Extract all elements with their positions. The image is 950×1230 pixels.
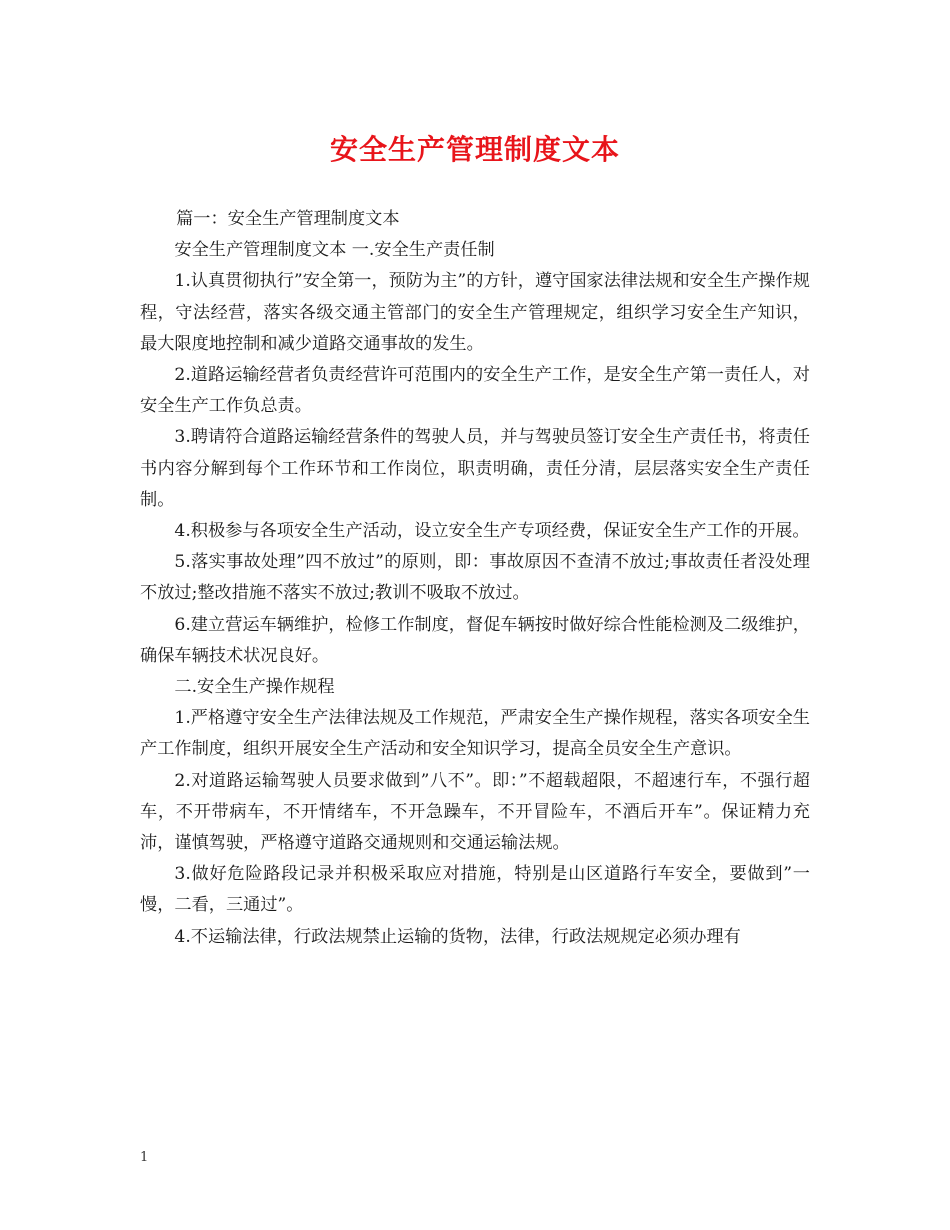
paragraph: 3.做好危险路段记录并积极采取应对措施，特别是山区道路行车安全，要做到”一慢，二看，三通过”。 [140,864,810,916]
paragraph: 5.落实事故处理”四不放过”的原则，即：事故原因不查清不放过;事故责任者没处理不放过;整改措施不落实不放过;教训不吸取不放过。 [140,552,810,604]
paragraph-section-heading: 篇一：安全生产管理制度文本 [176,209,400,229]
paragraph: 4.积极参与各项安全生产活动，设立安全生产专项经费，保证安全生产工作的开展。 [174,521,810,542]
paragraph-subheading: 安全生产管理制度文本 一.安全生产责任制 [174,240,495,261]
document-title: 安全生产管理制度文本 [329,133,620,166]
paragraph: 1.严格遵守安全生产法律法规及工作规范，严肃安全生产操作规程，落实各项安全生产工作制度，组织开展安全生产活动和安全知识学习，提高全员安全生产意识。 [140,708,810,760]
paragraph: 1.认真贯彻执行”安全第一，预防为主”的方针，遵守国家法律法规和安全生产操作规程，守法经营，落实各级交通主管部门的安全生产管理规定，组织学习安全生产知识，最大限度地控制和减少道路交通事故的发生。 [140,271,810,354]
paragraph: 2.对道路运输驾驶人员要求做到”八不”。即：”不超载超限，不超速行车，不强行超车，不开带病车，不开情绪车，不开急躁车，不开冒险车，不酒后开车”。保证精力充沛，谨慎驾驶，严格遵守道路交通规则和交通运输法规。 [140,770,810,854]
paragraph: 3.聘请符合道路运输经营条件的驾驶人员，并与驾驶员签订安全生产责任书，将责任书内容分解到每个工作环节和工作岗位，职责明确，责任分清，层层落实安全生产责任制。 [140,427,810,510]
page-number: 1 [140,1150,149,1165]
document-body [140,204,810,953]
paragraph: 2.道路运输经营者负责经营许可范围内的安全生产工作，是安全生产第一责任人，对安全生产工作负总责。 [140,365,810,417]
paragraph-subheading: 二.安全生产操作规程 [174,677,335,698]
paragraph: 6.建立营运车辆维护，检修工作制度，督促车辆按时做好综合性能检测及二级维护，确保车辆技术状况良好。 [140,614,810,666]
paragraph: 4.不运输法律，行政法规禁止运输的货物，法律，行政法规规定必须办理有 [174,926,741,947]
